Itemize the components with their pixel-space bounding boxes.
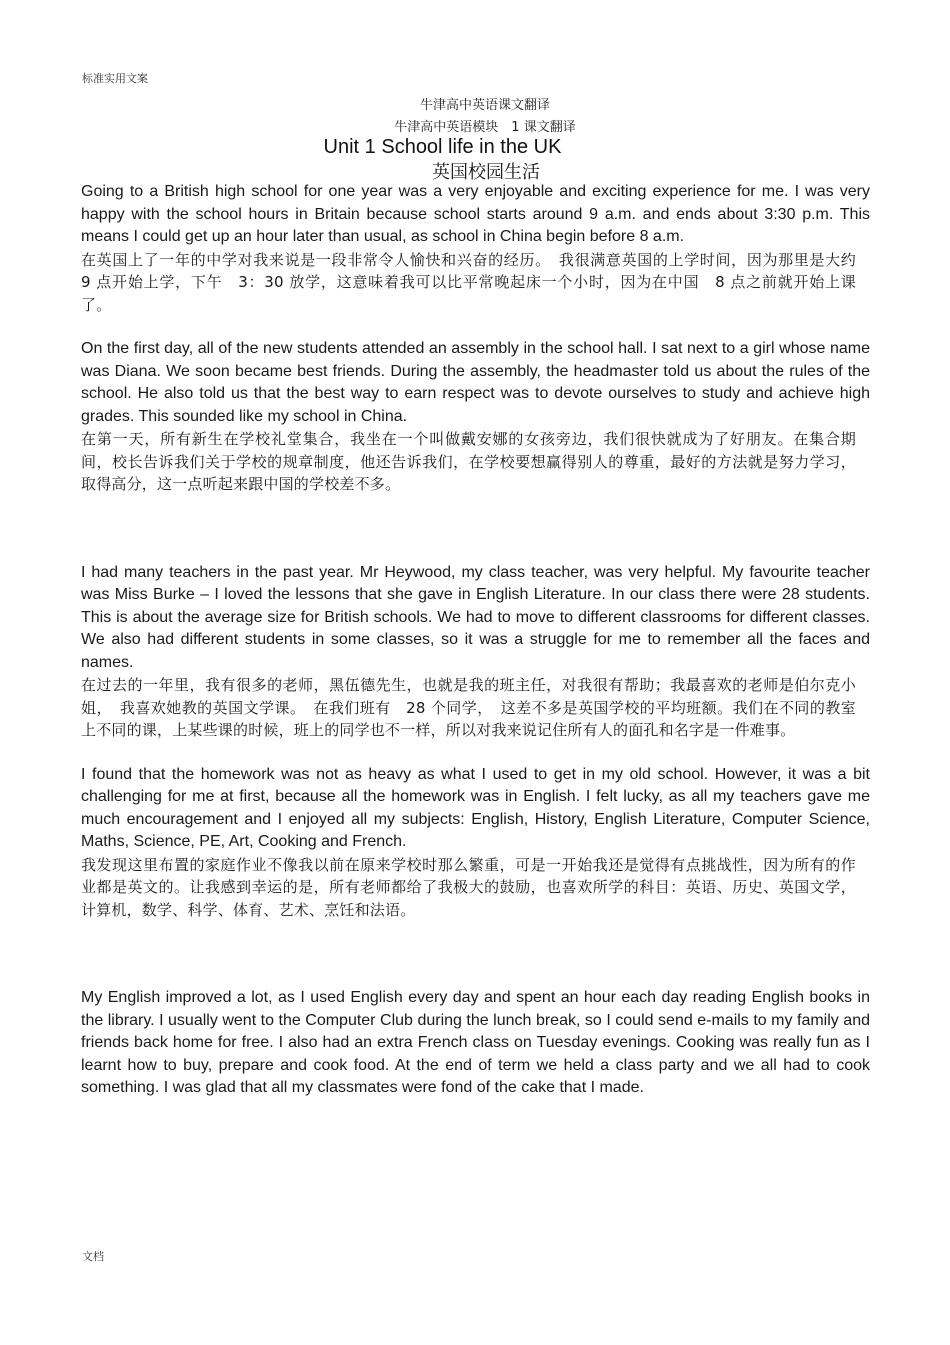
paragraph-en-2: On the first day, all of the new students attended an assembly in the school hall. I sat next to a girl whose name was Diana. We soon became best friends. During the assembly, the headmaster told us about the rules of the school. He also told us that the best way to earn respect was to devote ourselves to study and achieve high grades. This sounded like my school in China. — [81, 340, 870, 425]
document-subtitle: 牛津高中英语模块 1 课文翻译 — [394, 120, 576, 135]
unit-title-cn: 英国校园生活 — [432, 162, 540, 183]
article-body — [81, 181, 870, 1100]
header-note: 标准实用文案 — [82, 72, 148, 85]
paragraph-cn-2: 在第一天，所有新生在学校礼堂集合，我坐在一个叫做戴安娜的女孩旁边，我们很快就成为了好朋友。在集合期间，校长告诉我们关于学校的规章制度，他还告诉我们，在学校要想赢得别人的尊重，最好的方法就是努力学习，取得高分，这一点听起来跟中国的学校差不多。 — [81, 430, 856, 493]
paragraph-en-4: I found that the homework was not as heavy as what I used to get in my old school. However, it was a bit challenging for me at first, because all the homework was in English. I felt lucky, as all my teachers gave me much encouragement and I enjoyed all my subjects: English, History, English Literature, Computer Science, Maths, Science, PE, Art, Cooking and French. — [81, 765, 870, 850]
paragraph-cn-3: 在过去的一年里，我有很多的老师，黑伍德先生，也就是我的班主任，对我很有帮助；我最喜欢的老师是伯尔克小姐， 我喜欢她教的英国文学课。 在我们班有 28 个同学， 这差不多是英国学校的平均班额。我们在不同的教室上不同的课，上某些课的时候，班上的同学也不一样，所以对我来说记住所有人的面孔和名字是一件难事。 — [81, 676, 856, 739]
document-title: 牛津高中英语课文翻译 — [419, 98, 550, 113]
paragraph-cn-4: 我发现这里布置的家庭作业不像我以前在原来学校时那么繁重，可是一开始我还是觉得有点挑战性，因为所有的作业都是英文的。让我感到幸运的是，所有老师都给了我极大的鼓励，也喜欢所学的科目：英语、历史、英国文学，计算机，数学、科学、体育、艺术、烹饪和法语。 — [81, 855, 856, 919]
paragraph-en-3: I had many teachers in the past year. Mr Heywood, my class teacher, was very helpful. My favourite teacher was Miss Burke – I loved the lessons that she gave in English Literature. In our class there were 28 students. This is about the average size for British schools. We had to move to different classrooms for different classes. We also had different students in some classes, so it was a struggle for me to remember all the faces and names. — [81, 563, 870, 671]
paragraph-en-5: My English improved a lot, as I used English every day and spent an hour each day reading English books in the library. I usually went to the Computer Club during the lunch break, so I could send e-mails to my family and friends back home for free. I also had an extra French class on Tuesday evenings. Cooking was really fun as I learnt how to buy, prepare and cook food. At the end of term we held a class party and we all had to cook something. I was glad that all my classmates were fond of the cake that I made. — [81, 989, 870, 1096]
footer-note: 文档 — [82, 1250, 104, 1263]
unit-title-en: Unit 1 School life in the UK — [323, 136, 562, 158]
paragraph-en-1: Going to a British high school for one year was a very enjoyable and exciting experience for me. I was very happy with the school hours in Britain because school starts around 9 a.m. and ends about 3:30 p.m. This means I could get up an hour later than usual, as school in China begin before 8 a.m. — [81, 183, 870, 245]
paragraph-cn-1: 在英国上了一年的中学对我来说是一段非常令人愉快和兴奋的经历。 我很满意英国的上学时间，因为那里是大约 9 点开始上学，下午 3：30 放学，这意味着我可以比平常晚起床一个小时，因为在中国 8 点之前就开始上课了。 — [81, 250, 872, 314]
